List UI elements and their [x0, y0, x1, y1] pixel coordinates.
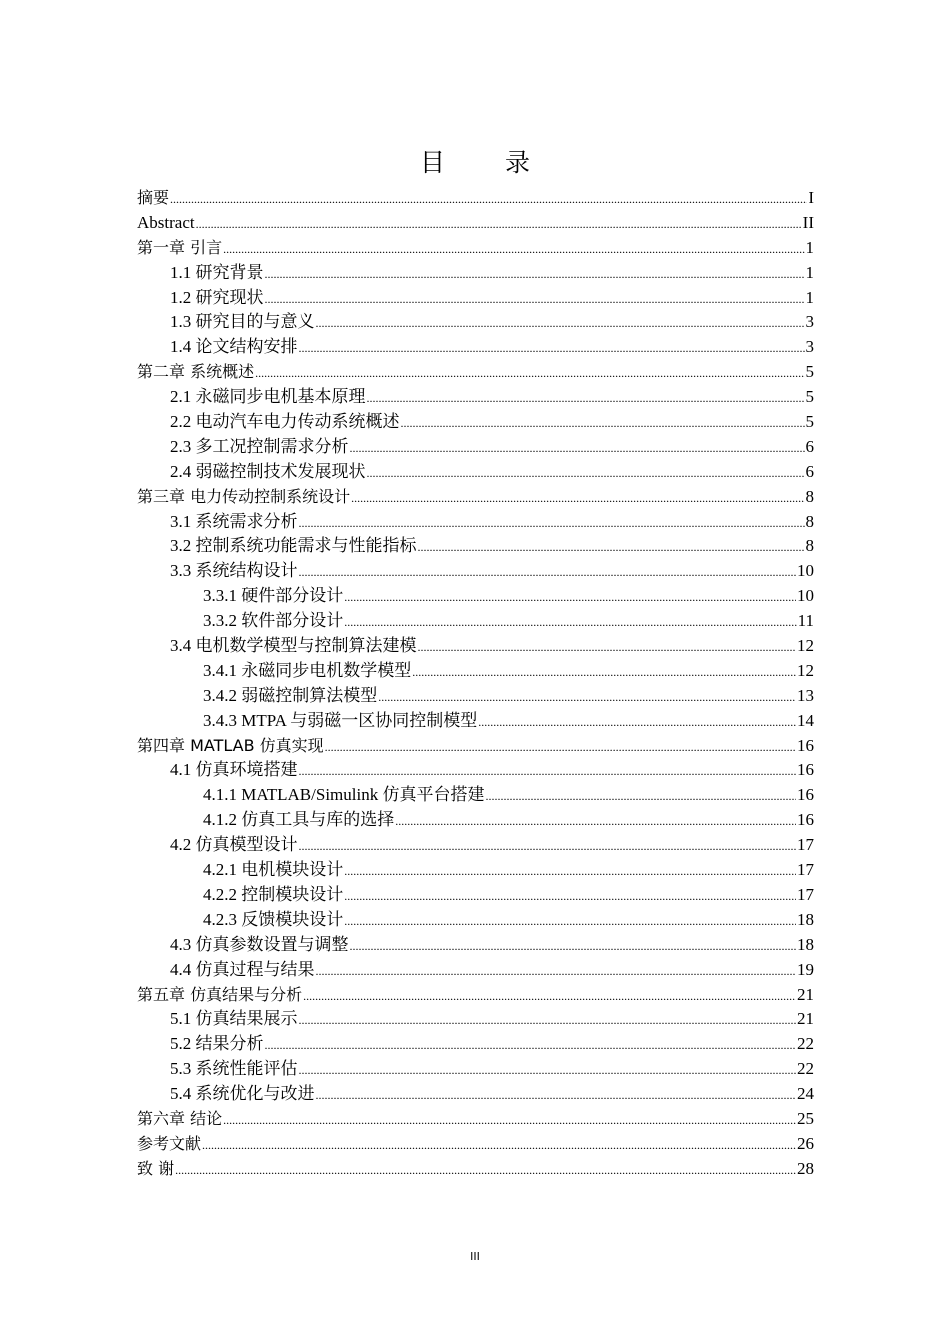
toc-entry[interactable] [137, 808, 814, 833]
toc-entry-page: 26 [797, 1133, 814, 1153]
toc-entry-label: 5.2 结果分析 [170, 1034, 264, 1054]
toc-dot-leader [412, 660, 796, 685]
toc-entry-page: 1 [805, 237, 814, 257]
toc-entry-label: 3.2 控制系统功能需求与性能指标 [170, 536, 417, 556]
toc-entry-page: 16 [797, 735, 814, 755]
toc-entry[interactable] [137, 783, 814, 808]
toc-entry[interactable] [137, 1107, 814, 1132]
toc-entry-page: 22 [797, 1034, 814, 1054]
toc-dot-leader [350, 436, 805, 461]
toc-dot-leader [255, 361, 804, 386]
toc-entry[interactable] [137, 211, 814, 236]
toc-entry-label: 4.2.3 反馈模块设计 [203, 909, 344, 929]
toc-dot-leader [265, 1033, 797, 1058]
toc-entry-label: 3.1 系统需求分析 [170, 511, 298, 531]
toc-entry-page: 24 [797, 1084, 814, 1104]
toc-entry[interactable] [137, 933, 814, 958]
toc-entry[interactable] [137, 983, 814, 1008]
toc-entry-label: 参考文献 [137, 1133, 202, 1153]
toc-entry-label: 4.2 仿真模型设计 [170, 835, 298, 855]
toc-dot-leader [299, 560, 797, 585]
toc-entry-page: 6 [805, 436, 814, 456]
toc-dot-leader [170, 187, 807, 212]
toc-entry-label: 4.4 仿真过程与结果 [170, 959, 315, 979]
toc-entry-page: 8 [805, 486, 814, 506]
toc-entry-label: 4.1.1 MATLAB/Simulink 仿真平台搭建 [203, 785, 485, 805]
toc-entry[interactable] [137, 858, 814, 883]
toc-entry[interactable] [137, 510, 814, 535]
toc-entry-label: 第二章 系统概述 [137, 362, 255, 382]
toc-entry-label: 4.3 仿真参数设置与调整 [170, 934, 349, 954]
toc-entry-page: 8 [805, 536, 814, 556]
toc-entry-page: 18 [797, 909, 814, 929]
toc-entry-page: 10 [797, 561, 814, 581]
toc-entry[interactable] [137, 385, 814, 410]
toc-entry-page: 8 [805, 511, 814, 531]
toc-dot-leader [265, 287, 805, 312]
toc-entry-page: 12 [797, 660, 814, 680]
toc-dot-leader [395, 809, 796, 834]
toc-entry[interactable] [137, 435, 814, 460]
toc-entry-label: 3.4.1 永磁同步电机数学模型 [203, 660, 412, 680]
toc-dot-leader [418, 635, 797, 660]
toc-entry-label: 5.1 仿真结果展示 [170, 1009, 298, 1029]
toc-entry-page: 3 [805, 337, 814, 357]
toc-entry[interactable] [137, 335, 814, 360]
toc-entry[interactable] [137, 236, 814, 261]
toc-entry-page: II [802, 212, 814, 232]
toc-entry-page: 25 [797, 1108, 814, 1128]
toc-entry-label: Abstract [137, 212, 195, 232]
toc-dot-leader [367, 386, 805, 411]
toc-entry-page: 13 [797, 685, 814, 705]
toc-entry-page: 22 [797, 1059, 814, 1079]
toc-entry-label: 3.4.2 弱磁控制算法模型 [203, 685, 378, 705]
toc-entry-label: 3.3 系统结构设计 [170, 561, 298, 581]
toc-entry-label: 摘要 [137, 188, 170, 207]
toc-entry-page: 17 [797, 835, 814, 855]
toc-entry-label: 第六章 结论 [137, 1108, 223, 1128]
toc-entry-label: 1.3 研究目的与意义 [170, 312, 315, 332]
toc-entry-label: 3.4.3 MTPA 与弱磁一区协同控制模型 [203, 710, 478, 730]
toc-dot-leader [344, 884, 796, 909]
toc-dot-leader [202, 1133, 796, 1158]
toc-entry-page: 3 [805, 312, 814, 332]
toc-entry[interactable] [137, 609, 814, 634]
toc-dot-leader [299, 511, 805, 536]
toc-entry[interactable] [137, 908, 814, 933]
toc-dot-leader [223, 237, 804, 262]
toc-dot-leader [344, 909, 796, 934]
toc-entry-page: 14 [797, 710, 814, 730]
toc-dot-leader [196, 212, 802, 237]
toc-entry-label: 第三章 电力传动控制系统设计 [137, 486, 351, 506]
toc-dot-leader [316, 959, 797, 984]
toc-entry[interactable] [137, 1082, 814, 1107]
toc-entry-label: 4.2.1 电机模块设计 [203, 860, 344, 880]
toc-entry-label: 1.2 研究现状 [170, 287, 264, 307]
toc-entry[interactable] [137, 559, 814, 584]
toc-entry-page: 28 [797, 1158, 814, 1178]
toc-dot-leader [265, 262, 805, 287]
toc-entry[interactable] [137, 833, 814, 858]
toc-dot-leader [367, 461, 805, 486]
toc-entry[interactable] [137, 709, 814, 734]
toc-entry-label: 2.1 永磁同步电机基本原理 [170, 387, 366, 407]
toc-entry-label: 3.3.1 硬件部分设计 [203, 586, 344, 606]
toc-dot-leader [485, 784, 796, 809]
toc-dot-leader [175, 1158, 796, 1183]
toc-entry-page: 12 [797, 636, 814, 656]
toc-entry-page: 5 [805, 362, 814, 382]
toc-entry[interactable] [137, 958, 814, 983]
toc-entry-label: 第一章 引言 [137, 237, 223, 257]
toc-entry[interactable] [137, 286, 814, 311]
toc-entry-page: 16 [797, 810, 814, 830]
toc-entry-page: 5 [805, 412, 814, 432]
toc-entry[interactable] [137, 1132, 814, 1157]
toc-entry[interactable] [137, 1057, 814, 1082]
page-number: III [470, 1250, 480, 1263]
toc-entry-page: 19 [797, 959, 814, 979]
toc-entry-page: 1 [805, 262, 814, 282]
toc-entry-label: 致 谢 [137, 1158, 175, 1178]
toc-dot-leader [299, 1008, 797, 1033]
toc-entry-label: 4.2.2 控制模块设计 [203, 884, 344, 904]
toc-dot-leader [325, 735, 796, 760]
toc-entry[interactable] [137, 186, 814, 211]
toc-entry[interactable] [137, 734, 814, 759]
toc-entry[interactable] [137, 1007, 814, 1032]
toc-dot-leader [344, 859, 796, 884]
toc-dot-leader [351, 486, 804, 511]
toc-dot-leader [344, 610, 796, 635]
toc-entry-page: 17 [797, 884, 814, 904]
toc-dot-leader [223, 1108, 796, 1133]
toc-dot-leader [299, 834, 797, 859]
toc-entry[interactable] [137, 1032, 814, 1057]
toc-entry[interactable] [137, 310, 814, 335]
toc-entry-label: 第五章 仿真结果与分析 [137, 984, 303, 1004]
toc-entry-page: 16 [797, 760, 814, 780]
toc-entry-page: 18 [797, 934, 814, 954]
toc-entry-page: 11 [797, 611, 814, 631]
toc-dot-leader [299, 759, 797, 784]
toc-entry[interactable] [137, 485, 814, 510]
toc-entry[interactable] [137, 659, 814, 684]
toc-entry-page: 10 [797, 586, 814, 606]
toc-dot-leader [478, 710, 796, 735]
toc-entry[interactable] [137, 410, 814, 435]
toc-entry-label: 第四章 MATLAB 仿真实现 [137, 735, 324, 755]
toc-entry[interactable] [137, 584, 814, 609]
toc-entry[interactable] [137, 534, 814, 559]
toc-entry-label: 5.3 系统性能评估 [170, 1059, 298, 1079]
toc-entry-label: 5.4 系统优化与改进 [170, 1084, 315, 1104]
toc-entry-page: I [808, 188, 814, 207]
toc-entry[interactable] [137, 1157, 814, 1182]
toc-dot-leader [303, 984, 796, 1009]
toc-entry-label: 1.4 论文结构安排 [170, 337, 298, 357]
toc-entry-label: 1.1 研究背景 [170, 262, 264, 282]
toc-entry-label: 2.4 弱磁控制技术发展现状 [170, 461, 366, 481]
toc-dot-leader [350, 934, 797, 959]
toc-entry-page: 21 [797, 1009, 814, 1029]
toc-entry-page: 6 [805, 461, 814, 481]
toc-dot-leader [299, 336, 805, 361]
toc-entry[interactable] [137, 360, 814, 385]
toc-entry[interactable] [137, 758, 814, 783]
toc-entry[interactable] [137, 634, 814, 659]
toc-entry[interactable] [137, 261, 814, 286]
toc-dot-leader [316, 1083, 797, 1108]
toc-entry-page: 1 [805, 287, 814, 307]
toc-dot-leader [378, 685, 796, 710]
toc-entry-label: 4.1.2 仿真工具与库的选择 [203, 810, 395, 830]
toc-dot-leader [299, 1058, 797, 1083]
toc-dot-leader [316, 311, 805, 336]
toc-dot-leader [401, 411, 805, 436]
toc-entry-label: 3.3.2 软件部分设计 [203, 611, 344, 631]
toc-entry-label: 2.2 电动汽车电力传动系统概述 [170, 412, 400, 432]
toc-entry-label: 4.1 仿真环境搭建 [170, 760, 298, 780]
toc-entry-page: 21 [797, 984, 814, 1004]
toc-entry-label: 3.4 电机数学模型与控制算法建模 [170, 636, 417, 656]
toc-dot-leader [344, 585, 796, 610]
toc-dot-leader [418, 535, 805, 560]
toc-entry[interactable] [137, 883, 814, 908]
toc-entry[interactable] [137, 684, 814, 709]
table-of-contents [137, 186, 814, 1182]
toc-entry-label: 2.3 多工况控制需求分析 [170, 436, 349, 456]
toc-entry-page: 16 [797, 785, 814, 805]
toc-title: 目 录 [420, 148, 556, 177]
toc-entry-page: 17 [797, 860, 814, 880]
toc-entry[interactable] [137, 460, 814, 485]
toc-entry-page: 5 [805, 387, 814, 407]
